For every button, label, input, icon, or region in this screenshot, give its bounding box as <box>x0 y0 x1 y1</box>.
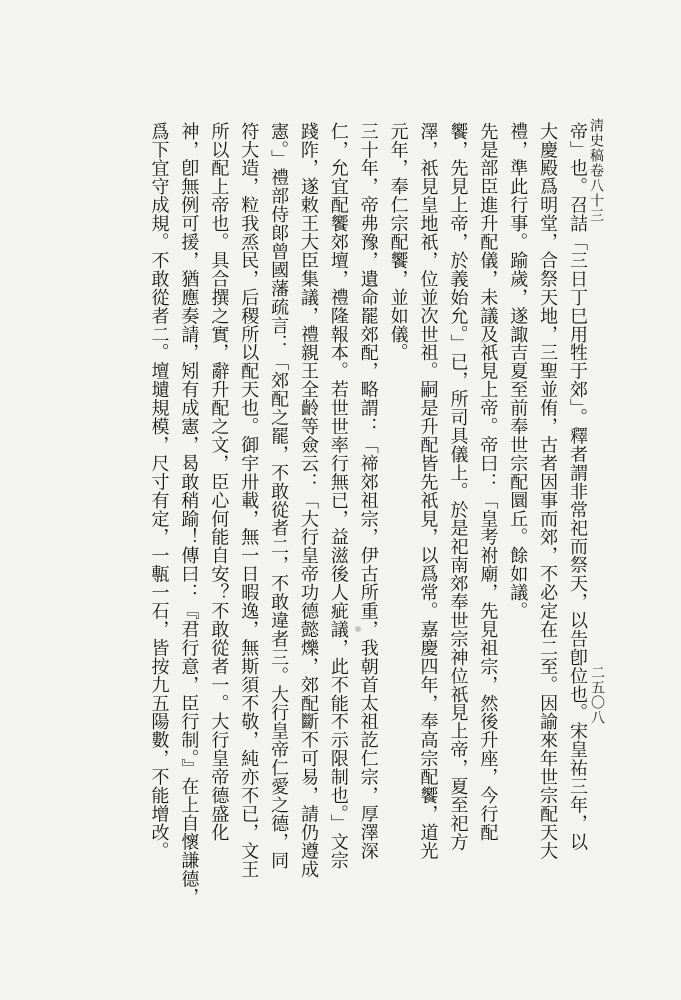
text-column-10: 踐阼，遂敕王大臣集議，禮親王全齡等僉云：「大行皇帝功德懿爍，郊配斷不可易，請仍遵成 <box>297 122 319 879</box>
text-column-14: 神，卽無例可援，猶應奏請，矧有成憲，曷敢稍踰！傳曰：『君行意，臣行制。』在上自懷謙德， <box>178 122 200 907</box>
running-title: 淸史稿卷八十三 <box>588 118 604 223</box>
text-column-11: 憲。」禮部侍郞曾國藩疏言：「郊配之罷，不敢從者二，不敢違者三。大行皇帝仁愛之德，同 <box>268 122 290 870</box>
vertical-text-block <box>103 122 589 912</box>
text-column-3: 禮，準此行事。踰歲，遂諏吉夏至前奉世宗配圜丘。餘如議。 <box>507 122 529 621</box>
text-column-7: 元年，奉仁宗配饗，並如儀。 <box>387 122 409 362</box>
text-column-2: 大慶殿爲明堂，合祭天地，三聖並侑，古者因事而郊，不必定在二至。因諭來年世宗配天大 <box>537 122 559 860</box>
text-column-9: 仁，允宜配饗郊壇，禮隆報本。若世世率行無已，益滋後人疵議，此不能不示限制也。」文宗 <box>327 122 349 870</box>
text-column-1: 帝」也。召詰「三日丁巳用牲于郊」。釋者謂非常祀而祭天，以告卽位也。宋皇祐三年，以 <box>567 122 588 851</box>
scan-speck <box>355 626 361 632</box>
text-column-12: 符大造，粒我烝民，后稷所以配天也。御宇卅載，無一日暇逸，無斯須不敬，純亦不已，文王 <box>238 122 260 879</box>
text-column-8: 三十年，帝弗豫，遺命罷郊配，略謂：「禘郊祖宗，伊古所重，我朝首太祖訖仁宗，厚澤深 <box>357 122 379 860</box>
text-column-4: 先是部臣進升配儀，未議及祇見上帝。帝曰：「皇考祔廟，先見祖宗，然後升座，今行配 <box>477 122 499 842</box>
page-number: 二五〇八 <box>589 665 605 725</box>
text-column-6: 澤，祇見皇地祇，位並次世祖。嗣是升配皆先祇見，以爲常。嘉慶四年，奉高宗配饗，道光 <box>417 122 439 860</box>
text-column-13: 所以配上帝也。具合撰之實，辭升配之文，臣心何能自安？不敢從者一。大行皇帝德盛化 <box>208 122 230 842</box>
text-column-5: 饗，先見上帝，於義始允。」已，所司具儀上。於是祀南郊奉世宗神位祇見上帝，夏至祀方 <box>447 122 469 851</box>
text-column-15: 爲下宜守成規。不敢從者二。壇壝規模，尺寸有定，一甎一石，皆按九五陽數，不能增改。 <box>148 122 170 860</box>
